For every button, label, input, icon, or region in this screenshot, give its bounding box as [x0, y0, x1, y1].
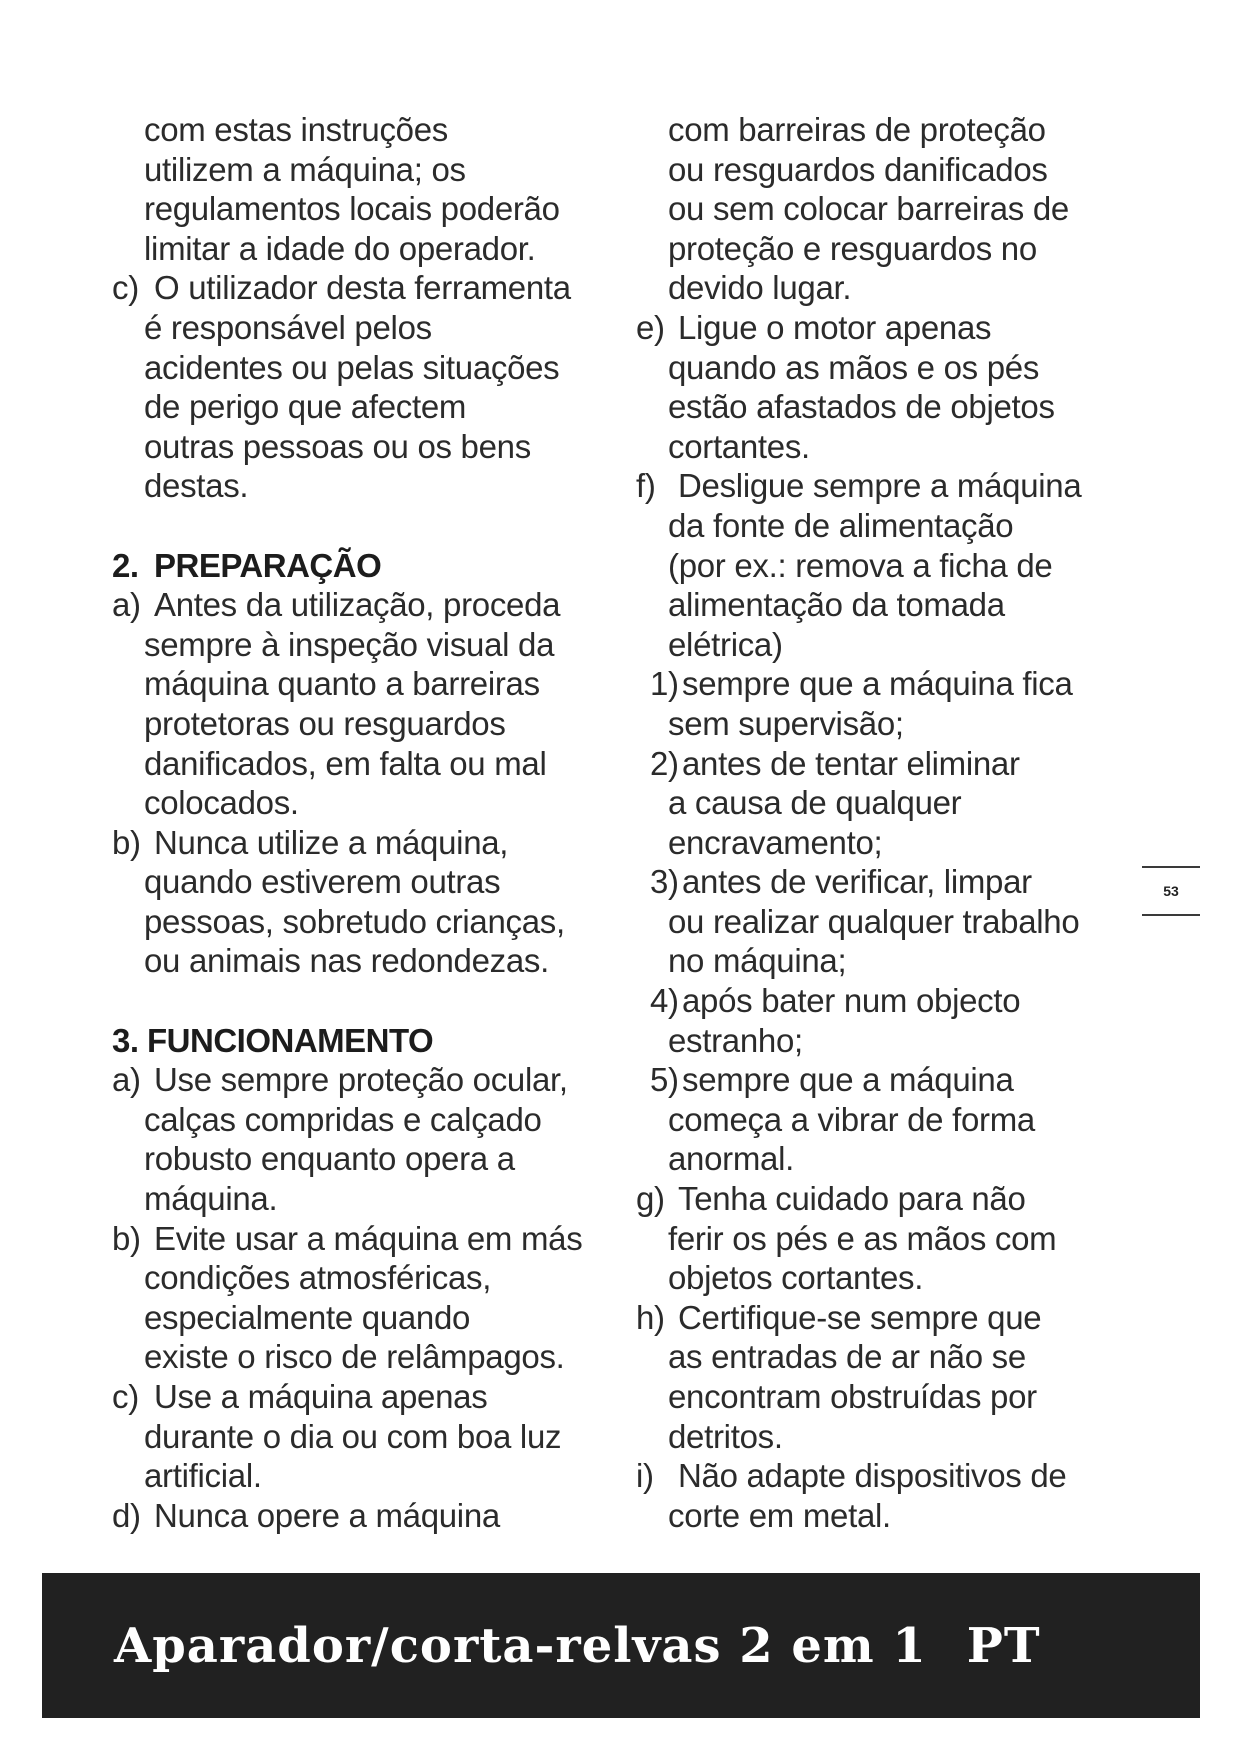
text-line	[112, 1417, 612, 1457]
text-line	[636, 348, 1136, 388]
text-line	[112, 427, 612, 467]
paragraph-gap	[112, 506, 612, 546]
item-label: g)	[636, 1180, 665, 1218]
item-label: b)	[112, 823, 141, 861]
item-label: c)	[112, 269, 139, 307]
item-text: quando as mãos e os pés	[668, 348, 1040, 386]
text-line	[112, 189, 612, 229]
language-code: PT	[966, 1617, 1041, 1674]
text-line	[636, 150, 1136, 190]
item-text: cortantes.	[668, 427, 810, 465]
text-line	[112, 466, 612, 506]
text-line	[636, 466, 1136, 506]
section-heading	[112, 1021, 612, 1061]
text-line	[636, 902, 1136, 942]
text-line	[112, 1337, 612, 1377]
item-text: com barreiras de proteção	[668, 111, 1046, 148]
text-line	[636, 1298, 1136, 1338]
item-text: proteção e resguardos no	[668, 229, 1037, 267]
text-line	[112, 1179, 612, 1219]
item-text: protetoras ou resguardos	[144, 704, 506, 742]
item-text: ou sem colocar barreiras de	[668, 190, 1069, 228]
item-text: antes de verificar, limpar	[682, 863, 1032, 901]
item-text: no máquina;	[668, 942, 847, 980]
text-line	[112, 387, 612, 427]
left-column	[112, 110, 612, 1535]
text-line	[112, 783, 612, 823]
item-text: sempre à inspeção visual da	[144, 625, 555, 663]
item-label: h)	[636, 1298, 665, 1336]
text-line	[112, 862, 612, 902]
item-text: pessoas, sobretudo crianças,	[144, 902, 565, 940]
item-label: 2.	[112, 546, 139, 584]
item-label: 1)	[650, 665, 679, 703]
text-line	[112, 308, 612, 348]
item-text: Não adapte dispositivos de	[678, 1457, 1067, 1495]
text-line	[636, 427, 1136, 467]
item-text: antes de tentar eliminar	[682, 744, 1020, 782]
item-label: i)	[636, 1457, 654, 1495]
text-line	[636, 862, 1136, 902]
item-label: 3)	[650, 863, 679, 901]
text-line	[112, 1377, 612, 1417]
text-line	[112, 625, 612, 665]
text-line	[636, 229, 1136, 269]
item-text: colocados.	[144, 784, 299, 822]
item-text: Tenha cuidado para não	[678, 1180, 1026, 1218]
item-text: é responsável pelos	[144, 308, 432, 346]
text-line	[112, 1456, 612, 1496]
text-line	[636, 1139, 1136, 1179]
item-text: da fonte de alimentação	[668, 506, 1014, 544]
item-text: Certifique-se sempre que	[678, 1298, 1042, 1336]
item-text: acidentes ou pelas situações	[144, 348, 560, 386]
item-text: Ligue o motor apenas	[678, 308, 992, 346]
item-text: (por ex.: remova a ficha de	[668, 546, 1053, 584]
item-text: ferir os pés e as mãos com	[668, 1219, 1057, 1257]
item-text: anormal.	[668, 1140, 794, 1178]
text-line	[112, 1100, 612, 1140]
right-column	[636, 110, 1136, 1535]
text-line	[112, 1219, 612, 1259]
text-line	[112, 1258, 612, 1298]
text-line	[112, 704, 612, 744]
item-text: Evite usar a máquina em más	[154, 1219, 583, 1257]
text-line	[636, 625, 1136, 665]
item-text: PREPARAÇÃO	[154, 546, 382, 584]
text-line	[112, 585, 612, 625]
item-text: artificial.	[144, 1457, 262, 1495]
item-text: Nunca utilize a máquina,	[154, 823, 509, 861]
item-text: objetos cortantes.	[668, 1259, 924, 1297]
text-line	[636, 1021, 1136, 1061]
text-line	[112, 1139, 612, 1179]
text-line	[112, 941, 612, 981]
item-text: Antes da utilização, proceda	[154, 586, 561, 624]
page-number: 53	[1142, 866, 1200, 916]
text-line	[112, 1496, 612, 1536]
text-line	[636, 1496, 1136, 1536]
text-line	[636, 1060, 1136, 1100]
item-text: destas.	[144, 467, 249, 505]
text-line	[112, 902, 612, 942]
item-text: alimentação da tomada	[668, 586, 1005, 624]
text-line	[112, 150, 612, 190]
item-text: ou resguardos danificados	[668, 150, 1048, 188]
text-line	[112, 229, 612, 269]
item-text: com estas instruções	[144, 111, 448, 148]
item-label: e)	[636, 308, 665, 346]
text-line	[112, 1060, 612, 1100]
text-line	[636, 783, 1136, 823]
text-line	[636, 1219, 1136, 1259]
item-text: encontram obstruídas por	[668, 1378, 1037, 1415]
item-label: b)	[112, 1219, 141, 1257]
text-line	[636, 189, 1136, 229]
text-line	[636, 1258, 1136, 1298]
item-text: começa a vibrar de forma	[668, 1100, 1035, 1138]
product-title: Aparador/corta-relvas 2 em 1	[114, 1617, 927, 1674]
item-text: Nunca opere a máquina	[154, 1496, 500, 1534]
item-text: regulamentos locais poderão	[144, 190, 560, 228]
item-text: ou realizar qualquer trabalho	[668, 902, 1080, 940]
item-text: máquina quanto a barreiras	[144, 665, 540, 703]
item-text: as entradas de ar não se	[668, 1338, 1026, 1376]
item-text: Desligue sempre a máquina	[678, 467, 1082, 505]
item-label: c)	[112, 1378, 139, 1415]
item-text: limitar a idade do operador.	[144, 229, 536, 267]
text-line	[636, 941, 1136, 981]
item-text: O utilizador desta ferramenta	[154, 269, 571, 307]
item-text: condições atmosféricas,	[144, 1259, 492, 1297]
text-line	[112, 268, 612, 308]
item-text: sempre que a máquina	[682, 1061, 1014, 1099]
footer-banner	[42, 1573, 1200, 1718]
item-label: 5)	[650, 1061, 679, 1099]
item-text: encravamento;	[668, 823, 883, 861]
item-text: Use sempre proteção ocular,	[154, 1061, 568, 1099]
item-label: a)	[112, 1061, 141, 1099]
text-line	[636, 823, 1136, 863]
item-text: ou animais nas redondezas.	[144, 942, 549, 980]
item-text: corte em metal.	[668, 1496, 891, 1534]
item-text: quando estiverem outras	[144, 863, 501, 901]
text-line	[636, 1100, 1136, 1140]
item-text: especialmente quando	[144, 1298, 471, 1336]
text-line	[636, 981, 1136, 1021]
text-line	[112, 348, 612, 388]
text-line	[112, 1298, 612, 1338]
item-text: Use a máquina apenas	[154, 1378, 488, 1415]
item-label: f)	[636, 467, 656, 505]
text-line	[636, 704, 1136, 744]
text-line	[636, 1377, 1136, 1417]
item-label: d)	[112, 1496, 141, 1534]
item-text: durante o dia ou com boa luz	[144, 1417, 562, 1455]
item-text: estão afastados de objetos	[668, 388, 1055, 426]
item-text: a causa de qualquer	[668, 784, 962, 822]
item-text: outras pessoas ou os bens	[144, 427, 531, 465]
item-text: danificados, em falta ou mal	[144, 744, 547, 782]
text-line	[112, 110, 612, 150]
text-line	[636, 744, 1136, 784]
item-text: estranho;	[668, 1021, 803, 1059]
item-text: FUNCIONAMENTO	[147, 1021, 434, 1059]
text-line	[636, 1179, 1136, 1219]
item-text: máquina.	[144, 1180, 278, 1218]
item-text: devido lugar.	[668, 269, 852, 307]
text-line	[636, 308, 1136, 348]
item-label: 2)	[650, 744, 679, 782]
paragraph-gap	[112, 981, 612, 1021]
text-line	[112, 664, 612, 704]
item-label: 3.	[112, 1021, 139, 1059]
text-line	[112, 744, 612, 784]
text-line	[636, 1417, 1136, 1457]
item-text: de perigo que afectem	[144, 388, 467, 426]
item-label: a)	[112, 586, 141, 624]
text-line	[112, 823, 612, 863]
text-line	[636, 664, 1136, 704]
item-text: detritos.	[668, 1417, 783, 1455]
item-text: existe o risco de relâmpagos.	[144, 1338, 565, 1376]
section-heading	[112, 546, 612, 586]
text-line	[636, 506, 1136, 546]
item-text: robusto enquanto opera a	[144, 1140, 515, 1178]
item-text: sempre que a máquina fica	[682, 665, 1073, 703]
text-line	[636, 546, 1136, 586]
text-line	[636, 1456, 1136, 1496]
item-text: calças compridas e calçado	[144, 1100, 542, 1138]
text-line	[636, 268, 1136, 308]
item-text: após bater num objecto	[682, 982, 1021, 1020]
text-line	[636, 1337, 1136, 1377]
text-line	[636, 110, 1136, 150]
item-text: sem supervisão;	[668, 704, 904, 742]
text-line	[636, 585, 1136, 625]
item-label: 4)	[650, 982, 679, 1020]
item-text: utilizem a máquina; os	[144, 150, 466, 188]
text-line	[636, 387, 1136, 427]
item-text: elétrica)	[668, 625, 783, 663]
